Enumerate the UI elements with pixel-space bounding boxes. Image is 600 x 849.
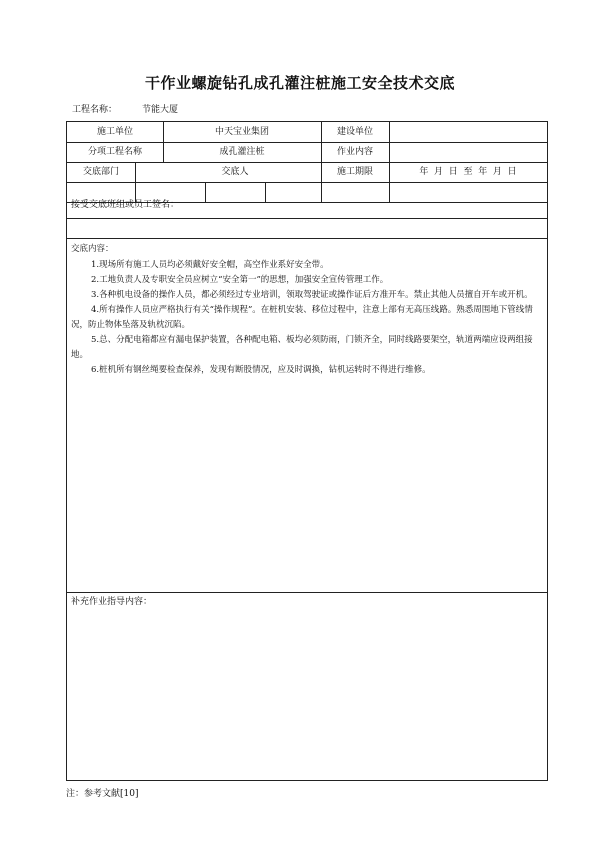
- content-item-3: 3.各种机电设备的操作人员，都必须经过专业培训，领取驾驶证或操作证后方准开车。禁止其他人员擅自开车或开机。: [91, 290, 533, 300]
- construction-unit-label: 施工单位: [96, 127, 133, 137]
- construction-period-value: 年 月 日 至 年 月 日: [419, 167, 517, 177]
- reference-note: 注：参考文献[10]: [66, 789, 139, 799]
- disclosure-content: [71, 242, 543, 378]
- row-divider: [67, 592, 547, 593]
- content-item-6: 6.桩机所有钢丝绳要检查保养，发现有断股情况，应及时调换，钻机运转时不得进行维修。: [91, 365, 431, 375]
- subproject-label: 分项工程名称: [87, 147, 142, 157]
- content-heading: 交底内容：: [71, 244, 114, 254]
- disclosure-dept-value: [135, 162, 205, 182]
- project-name-label: 工程名称：: [72, 105, 118, 115]
- disclosure-person-value: [265, 162, 321, 182]
- project-name-row: [72, 102, 178, 115]
- disclosure-form-table: [66, 121, 548, 781]
- content-item-4: 4.所有操作人员应严格执行有关“操作规程”。在桩机安装、移位过程中，注意上部有无高压线路。熟悉周围地下管线情况，防止物体坠落及轨枕沉陷。: [71, 305, 533, 330]
- construction-unit-value: 中天宝业集团: [214, 127, 269, 137]
- work-content-label: 作业内容: [336, 147, 373, 157]
- content-item-2: 2.工地负责人及专职安全员应树立“安全第一”的思想，加强安全宣传管理工作。: [91, 275, 389, 285]
- content-item-5: 5.总、分配电箱都应有漏电保护装置，各种配电箱、板均必须防雨，门锁齐全，同时线路要架空，轨道两端应设两组接地。: [71, 335, 533, 360]
- construction-period-label: 施工期限: [336, 167, 373, 177]
- row-divider: [67, 218, 547, 219]
- signature-label: 接受交底班组或员工签名：: [71, 200, 180, 210]
- owner-unit-value: [389, 122, 547, 142]
- disclosure-person-label: 交底人: [221, 167, 249, 177]
- work-content-value: [389, 142, 547, 162]
- row-divider: [67, 238, 547, 239]
- project-name-value: 节能大厦: [142, 105, 179, 115]
- disclosure-dept-label: 交底部门: [82, 167, 119, 177]
- subproject-value: 成孔灌注桩: [219, 147, 265, 157]
- supplement-label: 补充作业指导内容：: [71, 597, 153, 607]
- owner-unit-label: 建设单位: [336, 127, 373, 137]
- row-divider: [67, 182, 547, 183]
- content-item-1: 1.现场所有施工人员均必须戴好安全帽，高空作业系好安全带。: [91, 260, 329, 270]
- document-title: 干作业螺旋钻孔成孔灌注桩施工安全技术交底: [144, 74, 455, 92]
